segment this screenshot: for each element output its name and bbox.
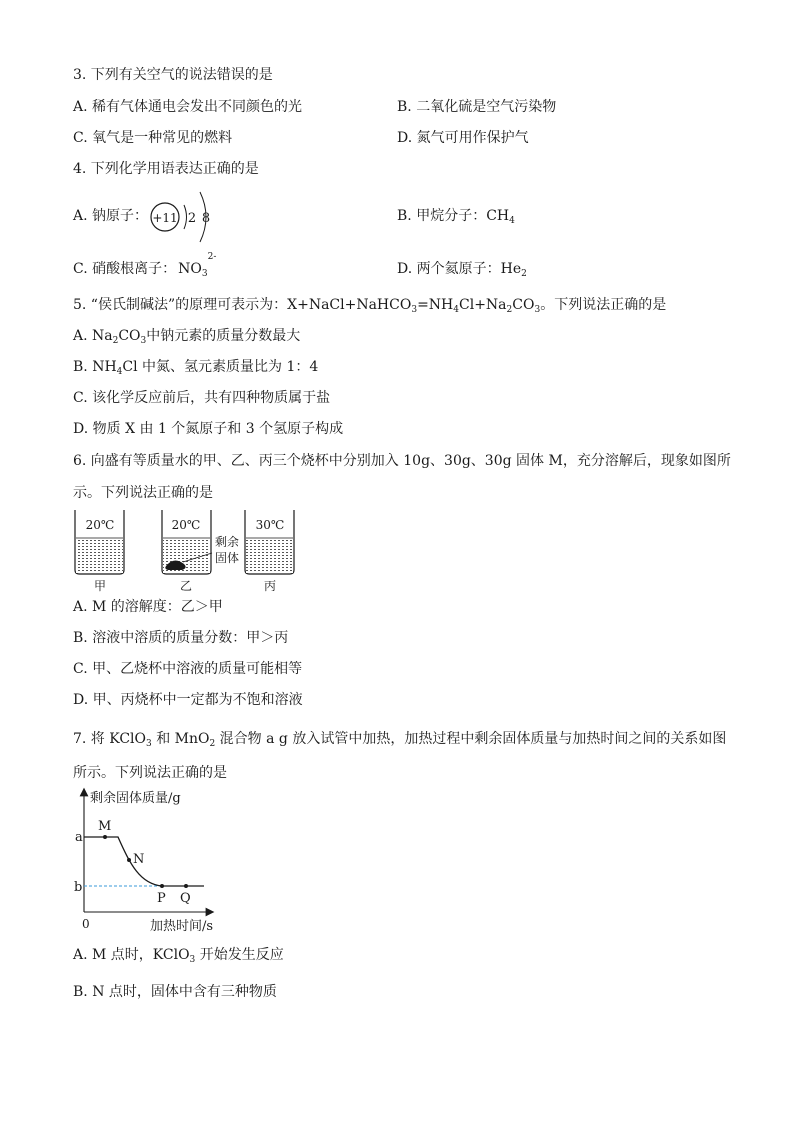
q4-option-a: A. 钠原子： xyxy=(73,208,149,224)
q3-option-c: C. 氧气是一种常见的燃料 xyxy=(73,130,233,146)
q6-option-c: C. 甲、乙烧杯中溶液的质量可能相等 xyxy=(73,661,303,677)
q4-option-b: B. 甲烷分子：$CH_4$ xyxy=(397,208,515,226)
q7-stem-line2: 所示。下列说法正确的是 xyxy=(73,765,227,781)
beaker-bing-temp: 30℃ xyxy=(255,518,285,532)
point-n-label: N xyxy=(133,852,145,867)
q3-stem: 3. 下列有关空气的说法错误的是 xyxy=(73,67,273,83)
point-q xyxy=(184,884,188,888)
q5-stem: 5. “侯氏制碱法”的原理可表示为：$X+NaCl+NaHCO_3=NH_4Cl+Na_2CO_3$。下列说法正确的是 xyxy=(73,297,667,315)
q5-option-c: C. 该化学反应前后，共有四种物质属于盐 xyxy=(73,390,331,406)
beakers-figure xyxy=(70,506,300,592)
q3-option-d: D. 氮气可用作保护气 xyxy=(397,130,529,146)
residual-solid-label-2: 固体 xyxy=(214,551,240,565)
q3-option-a: A. 稀有气体通电会发出不同颜色的光 xyxy=(73,99,303,115)
point-m xyxy=(103,835,107,839)
y-tick-a: a xyxy=(75,830,83,845)
y-tick-b: b xyxy=(74,880,83,895)
beaker-bing xyxy=(245,510,294,592)
q6-option-b: B. 溶液中溶质的质量分数：甲＞丙 xyxy=(73,630,289,646)
q5-option-a: A. $Na_2CO_3$中钠元素的质量分数最大 xyxy=(73,328,301,346)
beaker-jia-temp: 20℃ xyxy=(85,518,115,532)
beaker-jia xyxy=(75,510,124,592)
nitrate-formula: NO 2- $_3$ xyxy=(178,252,217,279)
mass-time-chart xyxy=(70,784,230,936)
beaker-yi-label: 乙 xyxy=(179,579,193,592)
q3-option-b: B. 二氧化硫是空气污染物 xyxy=(397,99,557,115)
q4-option-c: C. 硝酸根离子： NO 2- $_3$ xyxy=(73,252,217,279)
q5-option-b: B. $NH_4Cl$ 中氮、氢元素质量比为 1：4 xyxy=(73,359,319,377)
beaker-yi-temp: 20℃ xyxy=(171,518,201,532)
point-p-label: P xyxy=(157,891,166,906)
beaker-yi xyxy=(162,510,239,592)
point-n xyxy=(127,858,131,862)
residual-solid-label-1: 剩余 xyxy=(214,535,240,549)
q6-stem-line1: 6. 向盛有等质量水的甲、乙、丙三个烧杯中分别加入 10g、30g、30g 固体 M，充分溶解后，现象如图所 xyxy=(73,453,731,469)
point-p xyxy=(160,884,164,888)
q4-option-d: D. 两个氦原子：$He_2$ xyxy=(397,261,527,279)
beaker-jia-label: 甲 xyxy=(93,579,107,592)
y-axis-label: 剩余固体质量/g xyxy=(90,791,181,806)
origin-label: 0 xyxy=(82,917,90,931)
q7-option-a: A. M 点时，KClO$_3$ 开始发生反应 xyxy=(73,947,284,965)
q4-stem: 4. 下列化学用语表达正确的是 xyxy=(73,161,259,177)
atom-shell-1-count: 2 xyxy=(187,211,197,226)
beaker-bing-label: 丙 xyxy=(263,579,277,592)
atom-shell-2-count: 8 xyxy=(201,211,211,226)
q6-stem-line2: 示。下列说法正确的是 xyxy=(73,485,213,501)
x-axis-label: 加热时间/s xyxy=(150,919,214,934)
q6-option-a: A. M 的溶解度：乙＞甲 xyxy=(73,599,223,615)
q7-stem-line1: 7. 将 KClO$_3$ 和 MnO$_2$ 混合物 a g 放入试管中加热，加热过程中剩余固体质量与加热时间之间的关系如图 xyxy=(73,731,727,749)
q7-option-b: B. N 点时，固体中含有三种物质 xyxy=(73,984,277,1000)
point-q-label: Q xyxy=(180,891,191,906)
sodium-atom-diagram xyxy=(148,188,218,246)
atom-nucleus-charge: +11 xyxy=(152,211,178,225)
q6-option-d: D. 甲、丙烧杯中一定都为不饱和溶液 xyxy=(73,692,303,708)
q5-option-d: D. 物质 X 由 1 个氮原子和 3 个氢原子构成 xyxy=(73,421,344,437)
point-m-label: M xyxy=(98,819,112,834)
